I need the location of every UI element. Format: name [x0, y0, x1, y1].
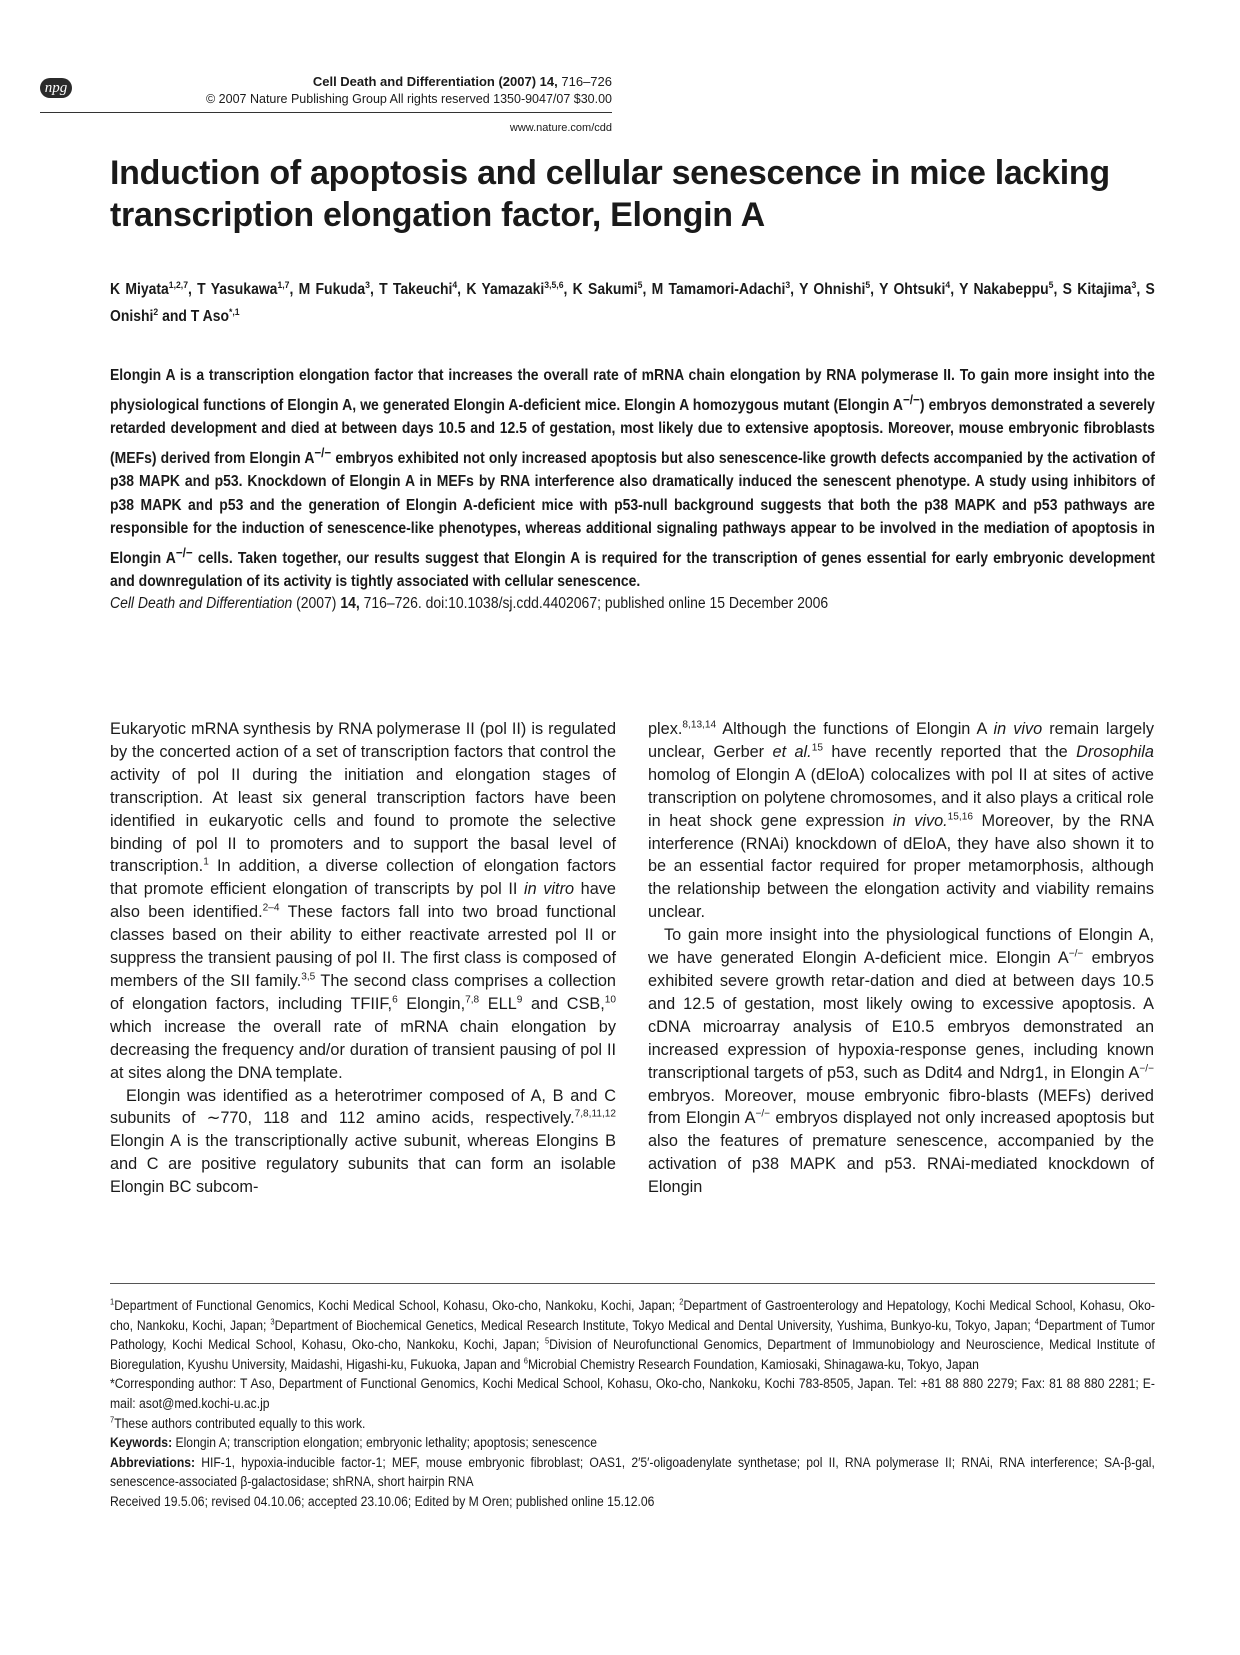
received-dates: Received 19.5.06; revised 04.10.06; accepted 23.10.06; Edited by M Oren; published online 15.12.06 [110, 1493, 655, 1509]
abbreviations: Abbreviations: HIF-1, hypoxia-inducible factor-1; MEF, mouse embryonic fibroblast; OAS1, 2′5′-oligoadenylate synthetase; pol II, RNA polymerase II; RNAi, RNA interference; SA-β-gal, senescence-associated β-galactosidase; shRNA, short hairpin RNA [110, 1454, 1155, 1490]
author-name: Y Ohtsuki [879, 281, 946, 298]
author-name: K Miyata [110, 281, 169, 298]
keywords: Keywords: Elongin A; transcription elongation; embryonic lethality; apoptosis; senescence [110, 1435, 597, 1451]
author-name: K Sakumi [572, 281, 638, 298]
author-name: Y Nakabeppu [959, 281, 1049, 298]
corresponding-author: *Corresponding author: T Aso, Department of Functional Genomics, Kochi Medical School, Kohasu, Oko-cho, Nankoku, Kochi 783-8505, Japan. Tel: +81 88 880 2279; Fax: 81 88 880 2281; E-mail: asot@med.kochi-u.ac.jp [110, 1376, 1155, 1411]
author-affiliation-marker: 1,2,7 [168, 279, 189, 291]
affiliations: $^1$Department of Functional Genomics, Kochi Medical School, Kohasu, Oko-cho, Nankoku, Kochi, Japan; $^2$Department of Gastroenterology and Hepatology, Kochi Medical School, Kohasu, Oko-cho, Nankoku, Kochi, Japan; $^3$Department of Biochemical Genetics, Medical Research Institute, Tokyo Medical and Dental University, Yushima, Bunkyo-ku, Tokyo, Japan; $^4$Department of Tumor Pathology, Kochi Medical School, Kohasu, Oko-cho, Nankoku, Kochi, Japan; $^5$Division of Neurofunctional Genomics, Department of Immunobiology and Neuroscience, Medical Institute of Bioregulation, Kyushu University, Maidashi, Higashi-ku, Fukuoka, Japan and $^6$Microbial Chemistry Research Foundation, Kamiosaki, Shinagawa-ku, Tokyo, Japan [110, 1296, 1155, 1372]
paragraph: plex.$^{8,13,14}$ Although the functions of Elongin A in vivo remain largely unclear, Gerber et al.$^{15}$ have recently reported that the Drosophila homolog of Elongin A (dEloA) colocalizes with pol II at sites of active transcription on polytene chromosomes, and it also plays a critical role in heat shock gene expression in vivo.$^{15,16}$ Moreover, by the RNA interference (RNAi) knockdown of dEloA, they have also shown it to be an essential factor required for proper metamorphosis, although the relationship between the elongation activity and viability remains unclear. [648, 719, 1154, 922]
abstract-citation: Cell Death and Differentiation (2007) 14, 716–726. doi:10.1038/sj.cdd.4402067; published online 15 December 2006 [110, 594, 829, 612]
author-name: M Fukuda [298, 281, 366, 298]
copyright-line: © 2007 Nature Publishing Group All rights reserved 1350-9047/07 $30.00 [206, 92, 612, 106]
npg-logo: npg [40, 78, 72, 98]
author-affiliation-marker: 5 [865, 279, 871, 291]
author-affiliation-marker: 3,5,6 [544, 279, 564, 291]
author-affiliation-marker: 5 [637, 279, 643, 291]
body-column-left [110, 718, 616, 1199]
abstract-text: Elongin A is a transcription elongation factor that increases the overall rate of mRNA chain elongation by RNA polymerase II. To gain more insight into the physiological functions of Elongin A, we generated Elongin A-deficient mice. Elongin A homozygous mutant (Elongin A−/−) embryos demonstrated a severely retarded development and died at between days 10.5 and 12.5 of gestation, most likely due to extensive apoptosis. Moreover, mouse embryonic fibroblasts (MEFs) derived from Elongin A−/− embryos exhibited not only increased apoptosis but also senescence-like growth defects accompanied by the activation of p38 MAPK and p53. Knockdown of Elongin A in MEFs by RNA interference also dramatically induced the senescent phenotype. A study using inhibitors of p38 MAPK and p53 and the generation of Elongin A-deficient mice with p53-null background suggests that both the p38 MAPK and p53 pathways are responsible for the induction of senescence-like phenotypes, whereas additional signaling pathways appear to be involved in the mediation of apoptosis in Elongin A−/− cells. Taken together, our results suggest that Elongin A is required for the transcription of genes essential for early embryonic development and downregulation of its activity is tightly associated with cellular senescence. [110, 367, 1155, 591]
header-rule [40, 112, 612, 113]
author-affiliation-marker: 2 [153, 306, 159, 318]
author-name: S Kitajima [1062, 281, 1132, 298]
author-name: Y Ohnishi [799, 281, 866, 298]
author-list: K Miyata$^{1,2,7}$, T Yasukawa$^{1,7}$, M Fukuda$^3$, T Takeuchi$^4$, K Yamazaki$^{3,5,6}$, K Sakumi$^5$, M Tamamori-Adachi$^3$, Y Ohnishi$^5$, Y Ohtsuki$^4$, Y Nakabeppu$^5$, S Kitajima$^3$, S Onishi$^2$ and T Aso$^{*,1}$ [110, 279, 1155, 325]
author-name: K Yamazaki [466, 281, 545, 298]
author-affiliation-marker: 4 [945, 279, 951, 291]
paragraph: Elongin was identified as a heterotrimer composed of A, B and C subunits of ∼770, 118 and 112 amino acids, respectively.$^{7,8,11,12}$ Elongin A is the transcriptionally active subunit, whereas Elongins B and C are positive regulatory subunits that can form an isolable Elongin BC subcom- [110, 1086, 616, 1197]
author-affiliation-marker: 3 [365, 279, 370, 291]
author-name: M Tamamori-Adachi [651, 281, 786, 298]
author-name: T Aso [190, 308, 230, 325]
author-affiliation-marker: *,1 [229, 306, 240, 318]
abstract [110, 364, 1155, 615]
author-affiliation-marker: 5 [1048, 279, 1054, 291]
paragraph: Eukaryotic mRNA synthesis by RNA polymerase II (pol II) is regulated by the concerted action of a set of transcription factors that control the activity of pol II during the initiation and elongation stages of transcription. At least six general transcription factors have been identified in eukaryotic cells and found to promote the selective binding of pol II to promoters and to support the basal level of transcription.$^1$ In addition, a diverse collection of elongation factors that promote efficient elongation of transcripts by pol II in vitro have also been identified.$^{2-4}$ These factors fall into two broad functional classes based on their ability to either reactivate arrested pol II or suppress the transient pausing of pol II. The first class is composed of members of the SII family.$^{3,5}$ The second class comprises a collection of elongation factors, including TFIIF,$^6$ Elongin,$^{7,8}$ ELL$^9$ and CSB,$^{10}$ which increase the overall rate of mRNA chain elongation by decreasing the frequency and/or duration of transient pausing of pol II at sites along the DNA template. [110, 720, 616, 1082]
author-name: T Takeuchi [379, 281, 453, 298]
equal-contribution-note: $^7$These authors contributed equally to this work. [110, 1414, 366, 1431]
footnotes [110, 1296, 1155, 1512]
journal-url[interactable]: www.nature.com/cdd [509, 122, 612, 134]
author-affiliation-marker: 1,7 [277, 279, 290, 291]
author-name: T Yasukawa [197, 281, 278, 298]
author-affiliation-marker: 4 [452, 279, 458, 291]
author-affiliation-marker: 3 [785, 279, 791, 291]
footnote-rule [110, 1283, 1155, 1284]
author-name: S Onishi [110, 281, 1155, 325]
body-column-right [648, 718, 1154, 1199]
article-title: Induction of apoptosis and cellular senescence in mice lacking transcription elongation factor, Elongin A [110, 154, 1110, 234]
paragraph: To gain more insight into the physiological functions of Elongin A, we have generated Elongin A-deficient mice. Elongin A−/− embryos exhibited severe growth retar-dation and died at between days 10.5 and 12.5 of gestation, most likely owing to excessive apoptosis. A cDNA microarray analysis of E10.5 embryos demonstrated an increased expression of hypoxia-response genes, including known transcriptional targets of p53, such as Ddit4 and Ndrg1, in Elongin A−/− embryos. Moreover, mouse embryonic fibro-blasts (MEFs) derived from Elongin A−/− embryos displayed not only increased apoptosis but also the features of premature senescence, accompanied by the activation of p38 MAPK and p53. RNAi-mediated knockdown of Elongin [648, 926, 1154, 1197]
author-affiliation-marker: 3 [1131, 279, 1137, 291]
journal-citation-header: Cell Death and Differentiation (2007) 14, 716–726 [312, 74, 612, 89]
